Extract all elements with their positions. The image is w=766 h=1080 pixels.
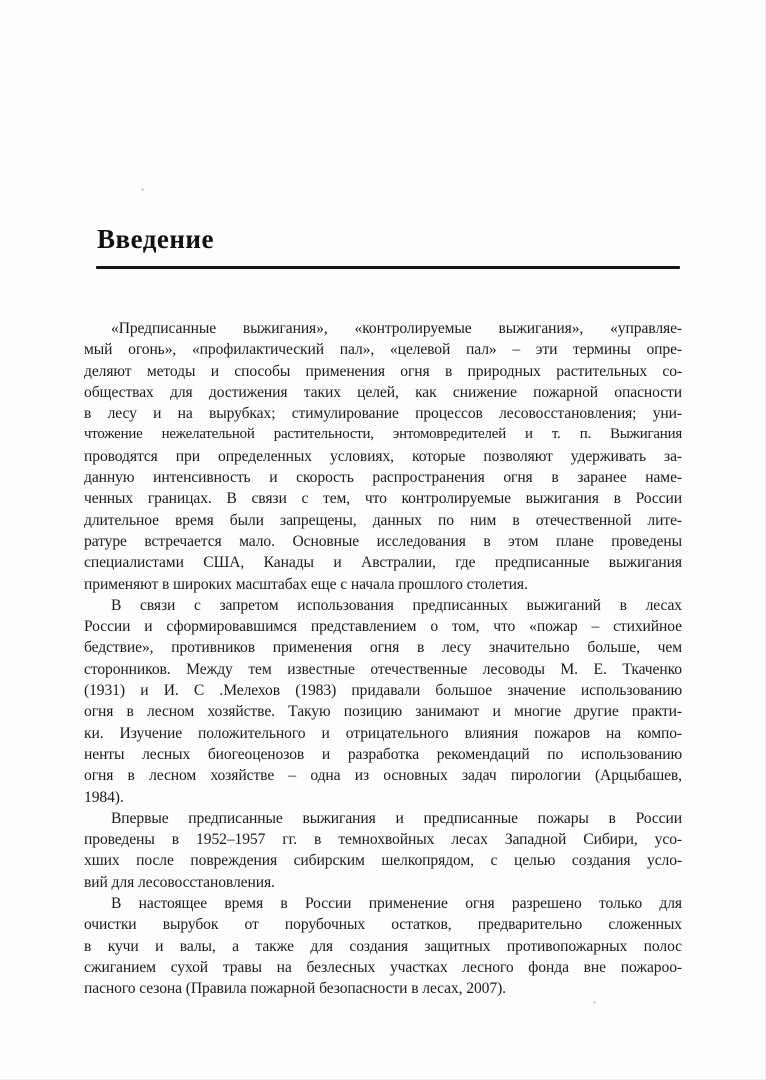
text-line: очистки вырубок от порубочных остатков, предварительно сложенных — [84, 916, 682, 934]
paragraph — [84, 808, 682, 893]
text-line: пасного сезона (Правила пожарной безопасности в лесах, 2007). — [84, 980, 506, 998]
text-line: «Предписанные выжигания», «контролируемые выжигания», «управляе- — [111, 320, 682, 337]
text-line: бедствие», противников применения огня в лесу значительно больше, чем — [84, 639, 682, 657]
text-line: огня в лесном хозяйстве. Такую позицию занимают и многие другие практи- — [84, 703, 682, 721]
text-line: специалистами США, Канады и Австралии, где предписанные выжигания — [84, 554, 682, 572]
scan-speck — [141, 188, 144, 191]
chapter-title: Введение — [97, 224, 214, 254]
text-line: длительное время были запрещены, данных по ним в отечественной лите- — [84, 511, 682, 529]
text-line: проводятся при определенных условиях, которые позволяют удерживать за- — [84, 447, 682, 465]
text-line: чтожение нежелательной растительности, энтомовредителей и т. п. Выжигания — [84, 426, 682, 443]
text-line: ратуре встречается мало. Основные исследования в этом плане проведены — [84, 532, 682, 550]
text-line: 1984). — [84, 788, 124, 806]
text-line: ненты лесных биогеоценозов и разработка рекомендаций по использованию — [84, 745, 682, 763]
text-line: обществах для достижения таких целей, как снижение пожарной опасности — [84, 383, 682, 401]
page-body — [84, 318, 682, 1000]
text-line: В связи с запретом использования предписанных выжиганий в лесах — [111, 596, 682, 614]
text-line: ки. Изучение положительного и отрицательного влияния пожаров на компо- — [84, 724, 682, 742]
text-line: проведены в 1952–1957 гг. в темнохвойных лесах Западной Сибири, усо- — [84, 831, 682, 849]
paragraph — [84, 595, 682, 808]
text-line: в кучи и валы, а также для создания защитных противопожарных полос — [84, 937, 682, 955]
heading-rule — [96, 266, 680, 269]
text-line: вий для лесовосстановления. — [84, 873, 275, 891]
text-line: деляют методы и способы применения огня в природных растительных со- — [84, 362, 682, 380]
paragraph — [84, 318, 682, 595]
page-content — [84, 225, 682, 1000]
paragraph — [84, 893, 682, 999]
text-line: сжиганием сухой травы на безлесных участках лесного фонда вне пожароо- — [84, 958, 682, 976]
text-line: В настоящее время в России применение огня разрешено только для — [111, 895, 682, 913]
text-line: Впервые предписанные выжигания и предписанные пожары в России — [111, 809, 682, 827]
text-line: хших после повреждения сибирским шелкопрядом, с целью создания усло- — [84, 852, 682, 870]
text-line: (1931) и И. С .Мелехов (1983) придавали большое значение использованию — [84, 682, 682, 700]
text-line: в лесу и на вырубках; стимулирование процессов лесовосстановления; уни- — [84, 405, 682, 423]
text-line: данную интенсивность и скорость распространения огня в заранее наме- — [84, 469, 682, 487]
text-line: ченных границах. В связи с тем, что контролируемые выжигания в России — [84, 490, 682, 508]
scan-speck — [593, 1001, 596, 1004]
text-line: мый огонь», «профилактический пал», «целевой пал» – эти термины опре- — [84, 341, 682, 359]
text-line: применяют в широких масштабах еще с начала прошлого столетия. — [84, 575, 528, 593]
text-line: России и сформировавшимся представлением о том, что «пожар – стихийное — [84, 618, 682, 636]
text-line: сторонников. Между тем известные отечественные лесоводы М. Е. Ткаченко — [84, 660, 682, 678]
text-line: огня в лесном хозяйстве – одна из основных задач пирологии (Арцыбашев, — [84, 767, 682, 785]
